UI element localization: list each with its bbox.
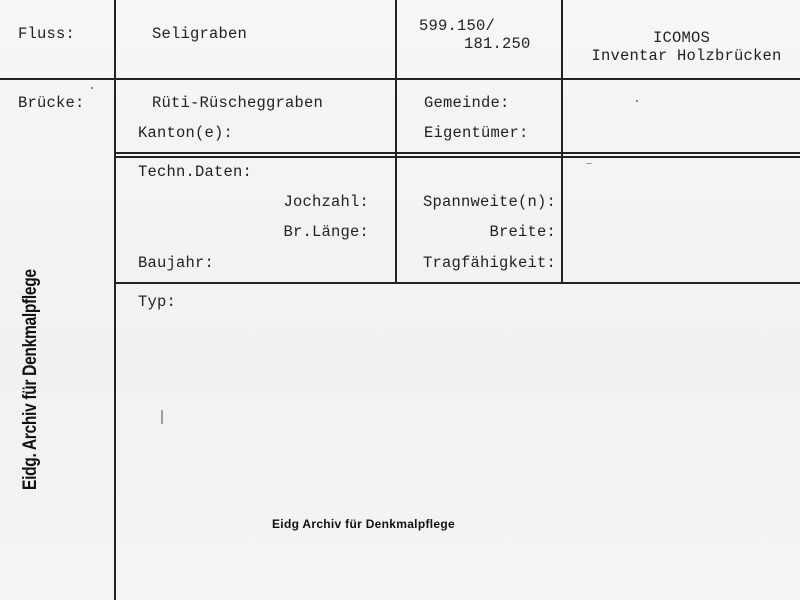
jochzahl-label: Jochzahl: (283, 193, 369, 211)
breite-label: Breite: (489, 223, 556, 241)
coordinates-line-2: 181.250 (464, 35, 531, 53)
gemeinde-label: Gemeinde: (424, 94, 510, 112)
vline-left (114, 0, 116, 600)
coordinates-line-1: 599.150/ (419, 17, 496, 35)
laenge-label: Br.Länge: (283, 223, 369, 241)
fluss-value: Seligraben (152, 25, 248, 43)
tragfaehigkeit-label: Tragfähigkeit: (422, 254, 556, 272)
hline-1 (0, 78, 800, 80)
archive-vertical-stamp: Eidg. Archiv für Denkmalpflege (20, 269, 41, 490)
paper-speck (586, 163, 592, 164)
vline-middle (395, 0, 397, 283)
spannweite-label: Spannweite(n): (422, 193, 556, 211)
paper-speck (91, 87, 93, 89)
eigentuemer-label: Eigentümer: (424, 124, 529, 142)
archive-watermark: Eidg Archiv für Denkmalpflege (272, 517, 455, 531)
org-line-2: Inventar Holzbrücken (591, 47, 782, 65)
hline-2b (114, 156, 800, 158)
paper-speck (636, 100, 638, 102)
kanton-label: Kanton(e): (138, 124, 234, 142)
hline-3 (114, 282, 800, 284)
bruecke-value: Rüti-Rüscheggraben (152, 94, 324, 112)
typ-label: Typ: (138, 293, 177, 311)
fluss-label: Fluss: (18, 25, 76, 43)
org-line-1: ICOMOS (652, 29, 710, 47)
bruecke-label: Brücke: (18, 94, 85, 112)
techn-daten-label: Techn.Daten: (138, 163, 253, 181)
hline-2a (114, 152, 800, 154)
paper-speck (161, 410, 163, 424)
baujahr-label: Baujahr: (138, 254, 215, 272)
